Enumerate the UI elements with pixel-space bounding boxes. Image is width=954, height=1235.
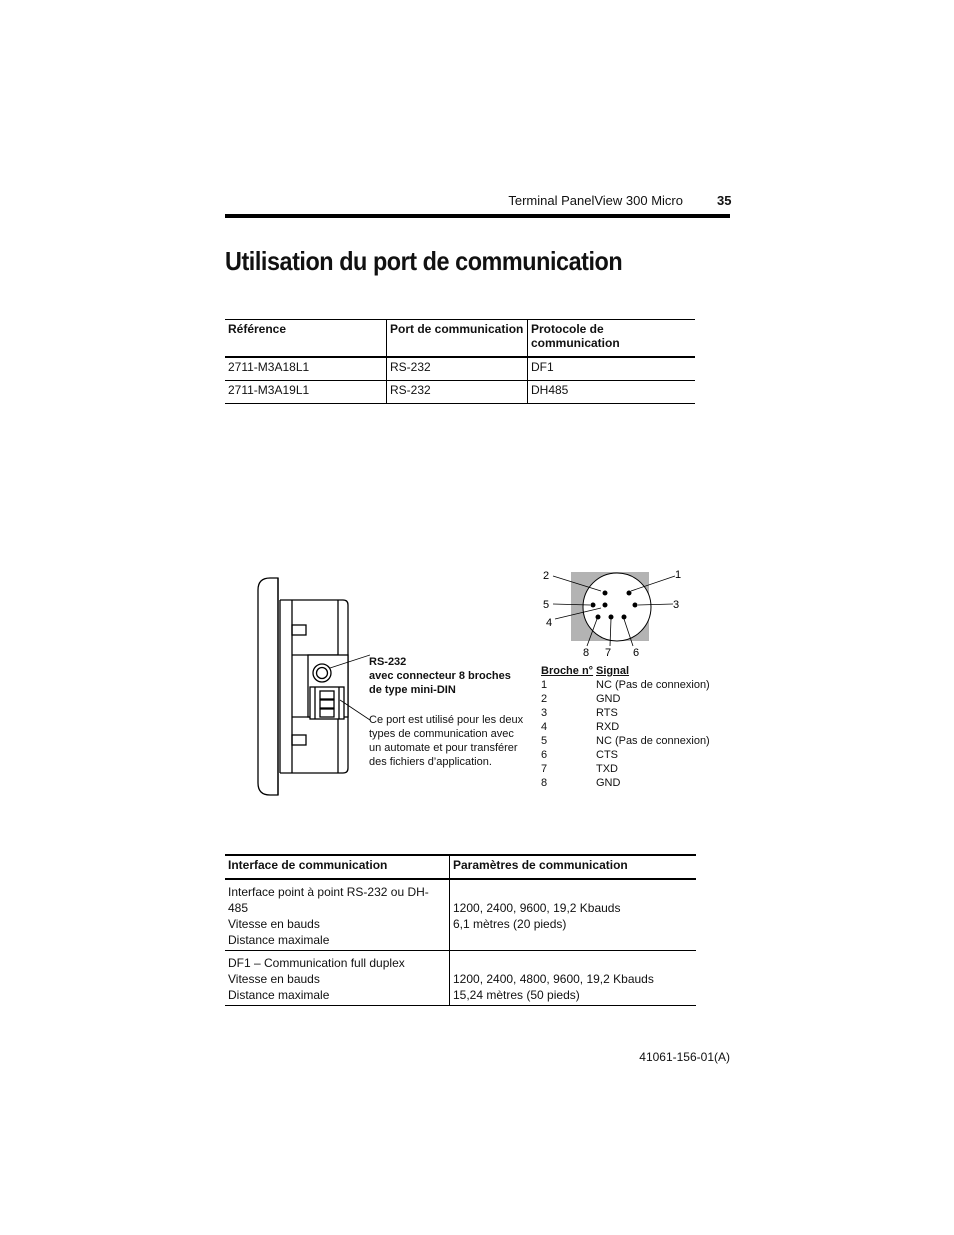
mini-din-pinout-diagram: [535, 562, 690, 660]
list-item: [541, 720, 710, 734]
list-item: [541, 748, 710, 762]
pin-no: 5: [541, 735, 548, 747]
list-item: [541, 678, 710, 692]
port-label: [369, 655, 511, 697]
cell-line: [453, 955, 693, 971]
cell-line: [453, 884, 693, 900]
cell-parameters: [450, 879, 697, 951]
pin-number: 8: [583, 647, 590, 659]
cell-line: 6,1 mètres (20 pieds): [453, 917, 567, 931]
communication-parameters-table: [225, 854, 696, 1006]
col-header-protocol: Protocole de communication: [528, 320, 696, 358]
pin-number: 4: [546, 617, 553, 629]
port-label-line: avec connecteur 8 broches: [369, 670, 511, 682]
port-reference-table: [225, 319, 695, 404]
cell-reference: 2711-M3A19L1: [225, 381, 387, 404]
signal-header: Signal: [596, 665, 630, 677]
pin-header: Broche n°: [541, 665, 594, 677]
header-rule: [225, 214, 730, 218]
pin-signal: TXD: [596, 763, 618, 775]
cell-port: RS-232: [387, 381, 528, 404]
cell-line: DF1 – Communication full duplex: [228, 956, 405, 970]
pin-signal: CTS: [596, 749, 618, 761]
cell-line: 1200, 2400, 4800, 9600, 19,2 Kbauds: [453, 972, 654, 986]
port-description: Ce port est utilisé pour les deux types de communication avec un automate et pour transférer des fichiers d’application.: [369, 714, 524, 768]
table-row: [225, 381, 695, 404]
pin-number: 6: [633, 647, 640, 659]
list-item: [541, 762, 710, 776]
cell-port: RS-232: [387, 357, 528, 381]
col-header-interface: Interface de communication: [225, 855, 450, 879]
cell-protocol: DF1: [528, 357, 696, 381]
pin-number: 1: [675, 569, 682, 581]
pin-number: 7: [605, 647, 612, 659]
cell-line: 15,24 mètres (50 pieds): [453, 988, 580, 1002]
pin-signal: GND: [596, 693, 621, 705]
col-header-reference: Référence: [225, 320, 387, 358]
table-row: [225, 357, 695, 381]
pin-no: 8: [541, 777, 548, 789]
pin-signal: NC (Pas de connexion): [596, 735, 710, 747]
pin-signal: GND: [596, 777, 621, 789]
running-header-title: Terminal PanelView 300 Micro: [508, 193, 683, 208]
cell-parameters: [450, 951, 697, 1006]
cell-line: 1200, 2400, 9600, 19,2 Kbauds: [453, 901, 621, 915]
page-number: 35: [717, 193, 732, 208]
cell-line: Interface point à point RS-232 ou DH-485: [228, 885, 429, 915]
list-item: [541, 692, 710, 706]
pin-signal: RTS: [596, 707, 618, 719]
pin-no: 6: [541, 749, 548, 761]
list-item: [541, 706, 710, 720]
cell-line: Vitesse en bauds: [228, 972, 320, 986]
pin-signal: NC (Pas de connexion): [596, 679, 710, 691]
pin-no: 2: [541, 693, 548, 705]
document-number: 41061-156-01(A): [639, 1050, 730, 1064]
cell-reference: 2711-M3A18L1: [225, 357, 387, 381]
pin-no: 1: [541, 679, 548, 691]
port-label-line: RS-232: [369, 656, 407, 668]
pin-number: 3: [673, 599, 680, 611]
table-row: [225, 951, 696, 1006]
pin-number: 2: [543, 570, 550, 582]
pin-number: 5: [543, 599, 550, 611]
col-header-parameters: Paramètres de communication: [450, 855, 697, 879]
pin-no: 3: [541, 707, 548, 719]
pinout-table: [541, 664, 710, 790]
cell-protocol: DH485: [528, 381, 696, 404]
col-header-port: Port de communication: [387, 320, 528, 358]
pin-no: 4: [541, 721, 548, 733]
list-item: [541, 734, 710, 748]
port-label-line: de type mini-DIN: [369, 684, 456, 696]
cell-line: Distance maximale: [228, 933, 330, 947]
pin-no: 7: [541, 763, 548, 775]
list-item: [541, 776, 710, 790]
pin-signal: RXD: [596, 721, 620, 733]
page-title: Utilisation du port de communication: [225, 246, 623, 276]
cell-interface: [225, 951, 450, 1006]
table-row: [225, 879, 696, 951]
cell-line: Vitesse en bauds: [228, 917, 320, 931]
cell-line: Distance maximale: [228, 988, 330, 1002]
terminal-side-view-illustration: [250, 575, 370, 800]
cell-interface: [225, 879, 450, 951]
